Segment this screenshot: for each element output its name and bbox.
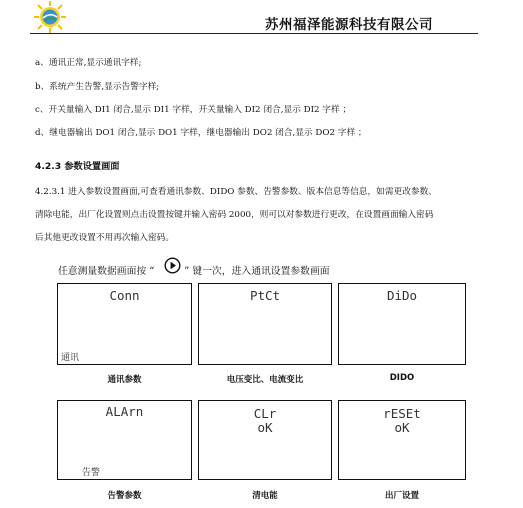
panel-comm-corner: 通讯 [61,353,80,363]
panel-alarm [57,400,192,480]
paragraph-line-2: 清除电能，出厂化设置则点击设置按键并输入密码 2000，则可以对参数进行更改，在设置画面输入密码 [35,210,434,220]
panel-clear-line-1: CLr [253,406,277,421]
panel-alarm-corner: 告警 [82,468,101,478]
intro-text [58,263,330,277]
caption-reset: 出厂设置 [384,491,419,501]
list-item-c: c、开关量输入 DI1 闭合,显示 DI1 字样，开关量输入 DI2 闭合,显示 DI2 字样 ； [35,105,352,115]
panel-clear [198,400,332,480]
caption-dido: DIDO [389,373,415,383]
intro-before: 任意测量数据画面按 “ [58,266,155,277]
paragraph-line-3: 后其他更改设置不用再次输入密码。 [35,233,174,243]
intro-after: ” 键一次，进入通讯设置参数画面 [184,266,330,277]
caption-clear: 清电能 [252,491,278,501]
panel-ptct-display: PtCt [249,288,281,303]
panel-dido-display: DiDo [386,288,418,303]
list-item-a: a、通讯正常,显示通讯字样; [35,58,142,68]
list-item-d: d、继电器输出 DO1 闭合,显示 DO1 字样，继电器输出 DO2 闭合,显示 DO2 字样 ； [35,128,367,138]
company-name: 苏州福泽能源科技有限公司 [265,17,433,33]
panel-clear-line-2: oK [257,420,273,435]
caption-alarm: 告警参数 [107,491,142,501]
panel-alarm-display: ALArn [105,404,144,419]
panel-ptct [198,283,332,365]
list-item-b: b、系统产生告警,显示告警字样; [35,82,160,92]
play-circle-icon [164,257,181,274]
panel-reset-line-2: oK [394,420,410,435]
panel-comm-display: Conn [109,288,140,303]
company-logo [30,0,70,34]
panel-reset [338,400,466,480]
panel-reset-line-1: rESEt [383,406,421,421]
paragraph-line-1: 4.2.3.1 进入参数设置画面,可查看通讯参数、DIDO 参数、告警参数、版本信息等信息，如需更改参数、 [35,187,437,197]
panel-comm [57,283,192,365]
caption-ptct: 电压变比、电流变比 [226,375,304,385]
header-divider [30,33,478,34]
section-title: 4.2.3 参数设置画面 [35,161,120,172]
caption-comm: 通讯参数 [107,375,142,385]
panel-dido [338,283,466,365]
